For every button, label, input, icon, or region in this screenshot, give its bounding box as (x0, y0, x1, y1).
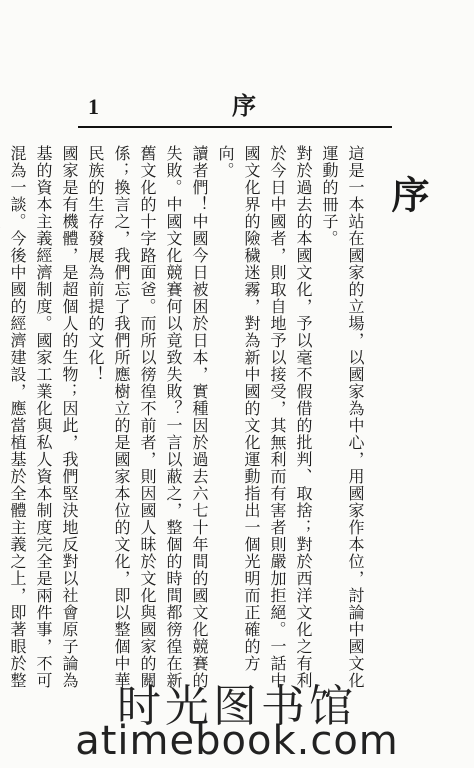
page-number: 1 (88, 94, 99, 119)
section-title: 序 (385, 175, 430, 215)
watermark-chinese: 时光图书馆 (117, 681, 357, 732)
page-header-title: 序 (232, 91, 256, 120)
body-text: 這是一本站在國家的立場，以國家為中心，用國家作本位，討論中國文化運動的冊子。 對於過去的本國文化，予以毫不假借的批判、取捨；對於西洋文化之有利於今日中國者，則取自地予以接受，其無利而有害者則嚴加拒絕。一話中國文化界的險穢迷霧，對為新中國的文化運動指出一個光明而正確的方向。 讀者們！中國今日被困於日本，實種因於過去六七十年間的國文化競賽的失敗。中國文化競賽何以竟致失敗？一言以蔽之，整個的時間都徬徨在新舊文化的十字路面爸。而所以徬徨不前者，則因國人昧於文化與國家的關係；換言之，我們忘了我們所應樹立的是國家本位的文化，即以整個中華民族的生存發展為前提的文化！ 國家是有機體，是超個人的生物；因此，我們堅決地反對以社會原子論為基的資本主義經濟制度。國家工業化與私人資本制度完全是兩件事，不可混為一談。今後中國的經濟建設，應當植基於全體主義之上，即著眼於整 (8, 145, 365, 689)
header-rule (78, 126, 392, 128)
watermark-url: atimebook.com (75, 718, 399, 764)
